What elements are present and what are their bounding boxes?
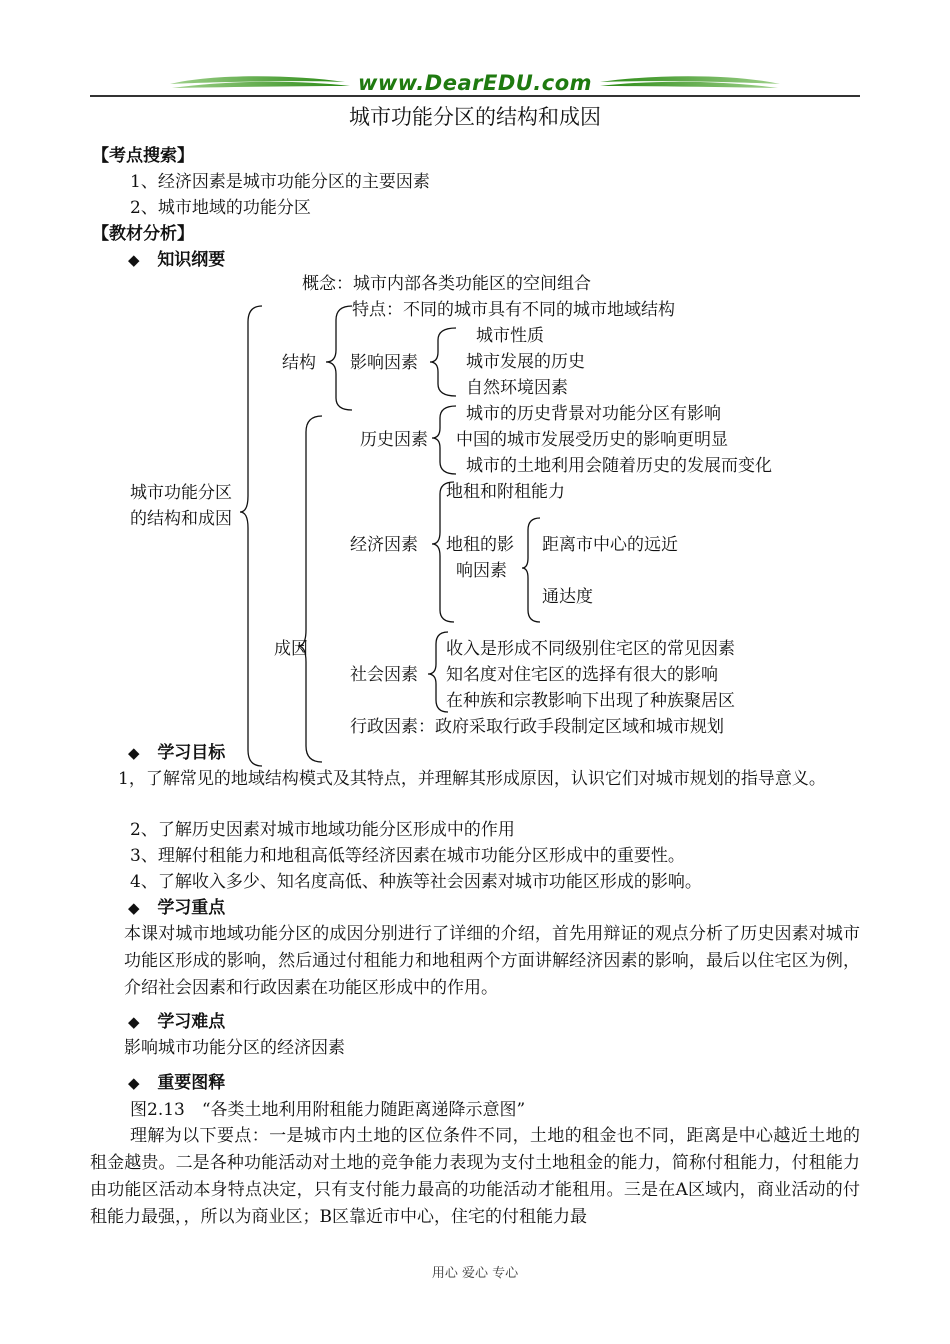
outline-economy: 经济因素	[350, 535, 418, 555]
outline-admin: 行政因素：政府采取行政手段制定区域和城市规划	[350, 717, 724, 737]
rent-factor-item-1: 距离市中心的远近	[542, 535, 678, 555]
outline-feature: 特点：不同的城市具有不同的城市地域结构	[352, 300, 675, 320]
outline-root-line1: 城市功能分区	[130, 483, 232, 503]
influence-item-3: 自然环境因素	[466, 378, 568, 398]
influence-item-2: 城市发展的历史	[466, 352, 585, 372]
logo-text[interactable]: www.DearEDU.com	[357, 71, 593, 95]
key-heading	[128, 898, 225, 918]
rent-factor-item-2: 通达度	[542, 587, 593, 607]
figure-text: 理解为以下要点：一是城市内土地的区位条件不同，土地的租金也不同，距离是中心越近土地的租金越贵。二是各种功能活动对土地的竞争能力表现为支付土地租金的能力，简称付租能力，付租能力由功能区活动本身特点决定，只有支付能力最高的功能活动才能租用。三是在A区域内，商业活动的付租能力最强，，所以为商业区；B区靠近市中心，住宅的付租能力最	[90, 1126, 860, 1227]
diamond-bullet-icon: ◆	[128, 744, 140, 762]
section-heading-jiaocai: 【教材分析】	[92, 224, 194, 244]
page-title: 城市功能分区的结构和成因	[349, 105, 601, 129]
outline-structure: 结构	[282, 353, 316, 373]
section-heading-kaodian: 【考点搜索】	[92, 146, 194, 166]
goals-item-2: 2、了解历史因素对城市地域功能分区形成中的作用	[130, 820, 515, 840]
figure-heading-label: 重要图释	[157, 1073, 226, 1093]
key-heading-label: 学习重点	[157, 898, 226, 918]
difficulty-heading	[128, 1012, 225, 1032]
footer-text: 用心 爱心 专心	[431, 1266, 519, 1281]
diamond-bullet-icon: ◆	[128, 899, 140, 917]
history-item-2: 中国的城市发展受历史的影响更明显	[456, 430, 728, 450]
outline-rent-factor-line1: 地租的影	[446, 535, 514, 555]
goals-item-3: 3、理解付租能力和地租高低等经济因素在城市功能分区形成中的重要性。	[130, 846, 685, 866]
difficulty-text: 影响城市功能分区的经济因素	[124, 1038, 345, 1058]
outline-history: 历史因素	[360, 430, 428, 450]
outline-social: 社会因素	[350, 665, 418, 685]
difficulty-heading-label: 学习难点	[157, 1012, 226, 1032]
outline-rent-ability: 地租和附租能力	[446, 482, 565, 502]
outline-influence: 影响因素	[350, 353, 418, 373]
diamond-bullet-icon: ◆	[128, 1074, 140, 1092]
kaodian-item-1: 1、经济因素是城市功能分区的主要因素	[130, 172, 430, 192]
diamond-bullet-icon: ◆	[128, 1013, 140, 1031]
goals-item-4: 4、了解收入多少、知名度高低、种族等社会因素对城市功能区形成的影响。	[130, 872, 702, 892]
outline-concept: 概念：城市内部各类功能区的空间组合	[302, 274, 591, 294]
figure-heading	[128, 1073, 225, 1093]
outline-cause: 成因	[274, 639, 308, 659]
goals-heading-label: 学习目标	[157, 743, 226, 763]
kaodian-item-2: 2、城市地域的功能分区	[130, 198, 311, 218]
social-item-1: 收入是形成不同级别住宅区的常见因素	[446, 639, 735, 659]
goals-heading	[128, 743, 225, 763]
history-item-3: 城市的土地利用会随着历史的发展而变化	[466, 456, 772, 476]
figure-caption: 图2.13 “各类土地利用附租能力随距离递降示意图”	[130, 1100, 526, 1120]
key-text: 本课对城市地域功能分区的成因分别进行了详细的介绍，首先用辩证的观点分析了历史因素对城市功能区形成的影响，然后通过付租能力和地租两个方面讲解经济因素的影响，最后以住宅区为例，介绍社会因素和行政因素在功能区形成中的作用。	[124, 924, 860, 998]
outline-rent-factor-line2: 响因素	[456, 561, 507, 581]
history-item-1: 城市的历史背景对功能分区有影响	[466, 404, 721, 424]
goals-item-1: 1，了解常见的地域结构模式及其特点，并理解其形成原因，认识它们对城市规划的指导意义。	[118, 769, 826, 789]
influence-item-1: 城市性质	[476, 326, 544, 346]
outline-root-line2: 的结构和成因	[130, 509, 232, 529]
social-item-2: 知名度对住宅区的选择有很大的影响	[446, 665, 718, 685]
social-item-3: 在种族和宗教影响下出现了种族聚居区	[446, 691, 735, 711]
zhishi-heading-label: 知识纲要	[157, 250, 226, 270]
diamond-bullet-icon: ◆	[128, 251, 140, 269]
